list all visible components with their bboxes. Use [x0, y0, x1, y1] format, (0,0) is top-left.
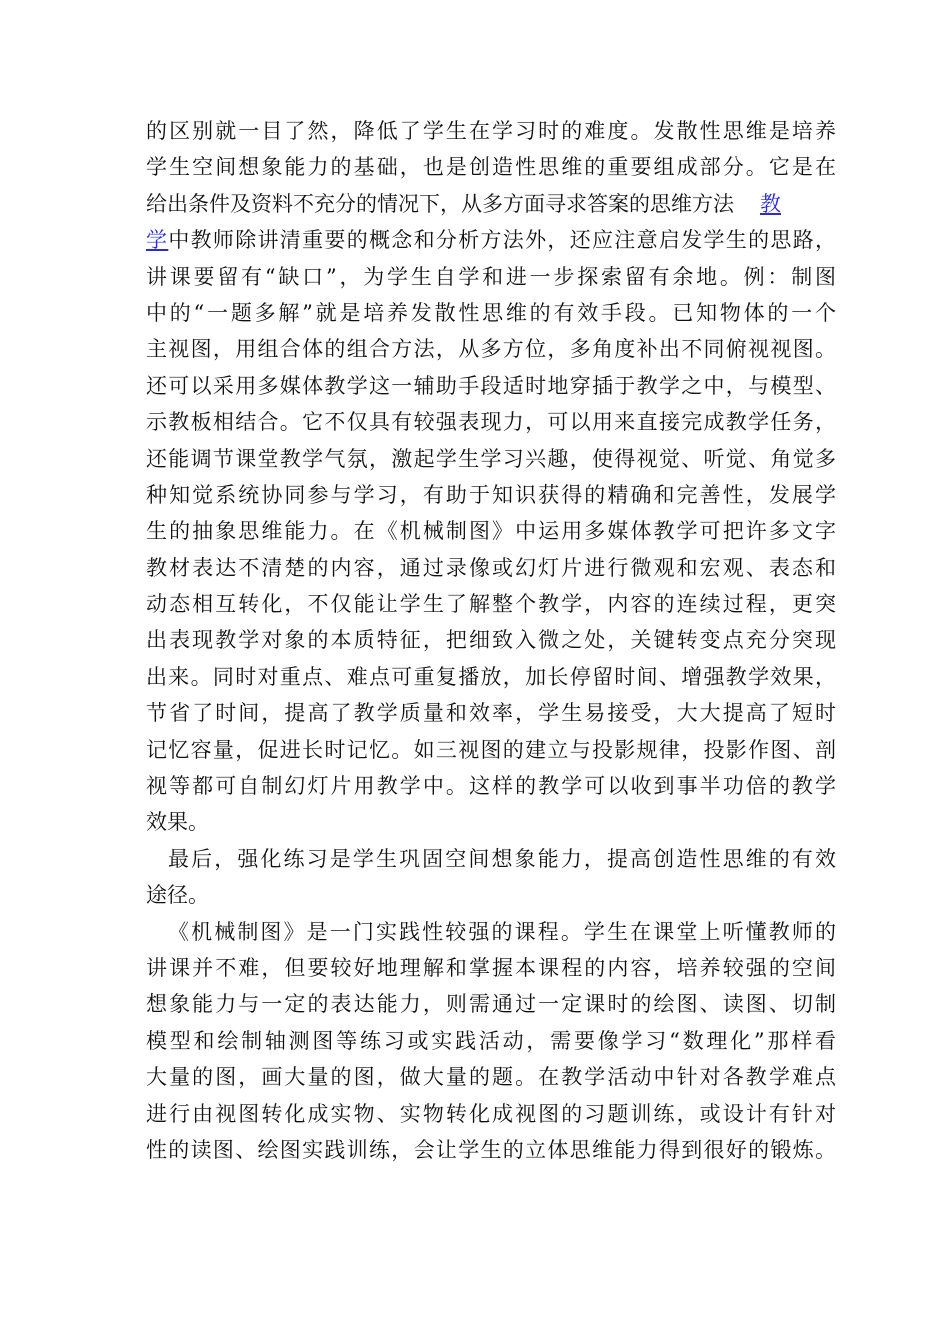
text-line: 学生空间想象能力的基础，也是创造性思维的重要组成部分。它是在: [146, 155, 836, 180]
text-line: 生的抽象思维能力。在《机械制图》中运用多媒体教学可把许多文字: [146, 519, 836, 544]
text-line: 想象能力与一定的表达能力，则需通过一定课时的绘图、读图、切制: [146, 992, 836, 1017]
body-text: [146, 113, 836, 1168]
teaching-link[interactable]: 教: [760, 191, 781, 216]
text-line: 的区别就一目了然，降低了学生在学习时的难度。发散性思维是培养: [146, 119, 836, 143]
paragraph-3: [146, 914, 836, 1169]
text-line: 教材表达不清楚的内容，通过录像或幻灯片进行微观和宏观、表态和: [146, 555, 836, 580]
text-line: 性的读图、绘图实践训练，会让学生的立体思维能力得到很好的锻炼。: [146, 1137, 836, 1162]
text-line: 中的“一题多解”就是培养发散性思维的有效手段。已知物体的一个: [146, 300, 836, 325]
text-line: 进行由视图转化成实物、实物转化成视图的习题训练，或设计有针对: [146, 1101, 836, 1126]
text-line: 出来。同时对重点、难点可重复播放，加长停留时间、增强教学效果，: [146, 664, 836, 689]
text-line: 示教板相结合。它不仅具有较强表现力，可以用来直接完成教学任务，: [146, 410, 836, 435]
text-line: 种知觉系统协同参与学习，有助于知识获得的精确和完善性，发展学: [146, 482, 836, 507]
text-line: 主视图，用组合体的组合方法，从多方位，多角度补出不同俯视视图。: [146, 337, 836, 362]
text-line: 效果。: [146, 810, 209, 835]
paragraph-2: [146, 841, 836, 914]
text-line: 还可以采用多媒体教学这一辅助手段适时地穿插于教学之中，与模型、: [146, 373, 836, 398]
text-line: 大量的图，画大量的图，做大量的题。在教学活动中针对各教学难点: [146, 1065, 836, 1090]
text-line: 讲课要留有“缺口”，为学生自学和进一步探索留有余地。例：制图: [146, 264, 836, 289]
text-line: 节省了时间，提高了教学质量和效率，学生易接受，大大提高了短时: [146, 701, 836, 726]
paragraph-1: [146, 113, 836, 841]
text-line: 途径。: [146, 883, 209, 908]
text-line: [146, 222, 836, 258]
teaching-link-continued[interactable]: 学: [146, 228, 169, 253]
text-line: 最后，强化练习是学生巩固空间想象能力，提高创造性思维的有效: [168, 846, 836, 871]
text-line: 讲课并不难，但要较好地理解和掌握本课程的内容，培养较强的空间: [146, 955, 836, 980]
text-line: [146, 186, 836, 222]
text-segment: 给出条件及资料不充分的情况下，从多方面寻求答案的思维方法: [146, 191, 734, 216]
text-line: 记忆容量，促进长时记忆。如三视图的建立与投影规律，投影作图、剖: [146, 737, 836, 762]
text-line: 《机械制图》是一门实践性较强的课程。学生在课堂上听懂教师的: [168, 919, 836, 944]
text-line: 模型和绘制轴测图等练习或实践活动，需要像学习“数理化”那样看: [146, 1028, 836, 1053]
text-line: 还能调节课堂教学气氛，激起学生学习兴趣，使得视觉、听觉、角觉多: [146, 446, 836, 471]
text-line: 出表现教学对象的本质特征，把细致入微之处，关键转变点充分突现: [146, 628, 836, 653]
text-line: 动态相互转化，不仅能让学生了解整个教学，内容的连续过程，更突: [146, 592, 836, 617]
text-segment: 中教师除讲清重要的概念和分析方法外，还应注意启发学生的思路，: [168, 228, 837, 253]
text-line: 视等都可自制幻灯片用教学中。这样的教学可以收到事半功倍的教学: [146, 774, 836, 799]
